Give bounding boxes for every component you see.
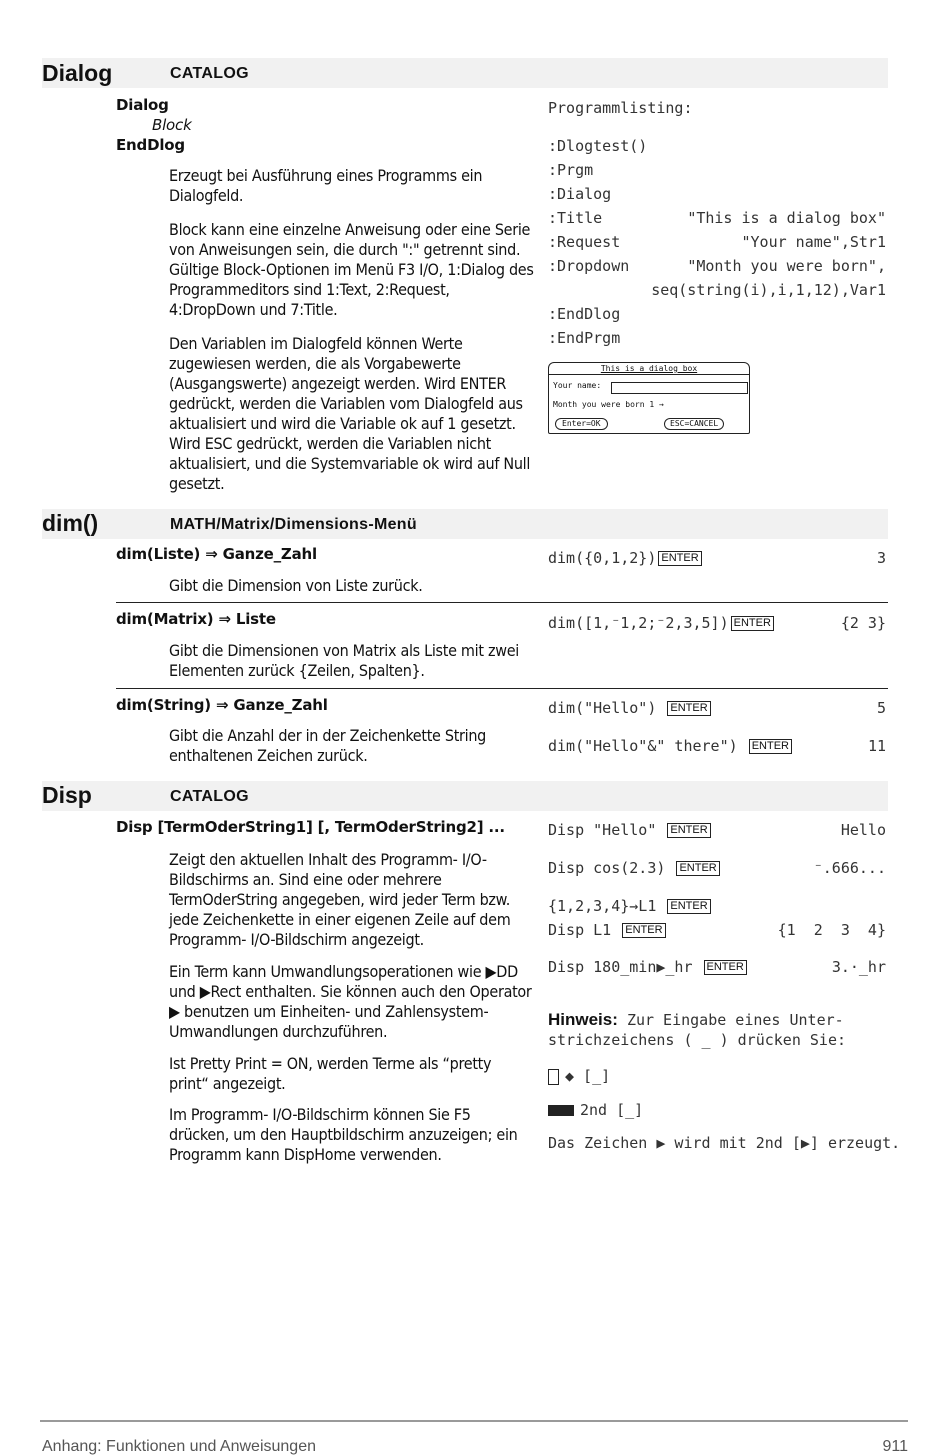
- disp-desc-2: Ein Term kann Umwandlungsoperationen wie ▶DD und ▶Rect enthalten. Sie können auch den Operator ▶ benutzen um Einheiten- und Zahlensystem-Umwandlungen durchzuführen.: [169, 962, 532, 1041]
- hint-label: Hinweis:: [548, 1010, 618, 1029]
- hint-last: Das Zeichen ▶ wird mit 2nd [▶] erzeugt.: [548, 1134, 901, 1152]
- name-field: [611, 382, 748, 394]
- listing-line: :Request: [548, 233, 621, 251]
- enter-key: ENTER: [667, 823, 710, 838]
- example-result: ⁻.666...: [813, 859, 886, 877]
- syntax-dim-list: dim(Liste) ⇒ Ganze_Zahl: [116, 545, 317, 563]
- section-menu-dialog: CATALOG: [170, 65, 249, 82]
- listing-line: :Dlogtest(): [548, 137, 648, 155]
- example-result: 11: [867, 737, 886, 755]
- section-title-disp: Disp: [42, 782, 92, 808]
- enter-key: ENTER: [622, 923, 665, 938]
- enter-key: ENTER: [676, 861, 719, 876]
- calculator-icon: [548, 1069, 559, 1085]
- example-result: 3.·_hr: [831, 958, 886, 976]
- syntax-enddlog: EndDlog: [116, 136, 185, 154]
- separator: [116, 602, 888, 603]
- enter-key: ENTER: [704, 960, 747, 975]
- footer-title: Anhang: Funktionen und Anweisungen: [42, 1438, 316, 1455]
- dim-desc-1: Gibt die Dimension von Liste zurück.: [169, 576, 423, 595]
- section-band-dim: [42, 509, 888, 539]
- dialog-screen-row1: Your name:: [553, 381, 602, 390]
- syntax-disp: Disp [TermOderString1] [, TermOderString2] ...: [116, 818, 505, 836]
- listing-line: :Dropdown: [548, 257, 630, 275]
- enter-key: ENTER: [731, 616, 774, 631]
- example-input: Disp cos(2.3) ENTER: [548, 856, 722, 880]
- disp-desc-1: Zeigt den aktuellen Inhalt des Programm- I/O-Bildschirms an. Sind eine oder mehrere TermOderString angegeben, wird jeder Term bzw. jede Zeichenkette in einer eigenen Zeile auf dem Programm- I/O-Bildschirm angezeigt.: [169, 850, 511, 949]
- separator: [116, 688, 888, 689]
- hint-key-line-2: 2nd [_]: [548, 1098, 643, 1122]
- example-input: dim("Hello") ENTER: [548, 696, 713, 720]
- example-input: dim([1,⁻1,2;⁻2,3,5]) ENTER: [548, 611, 776, 635]
- section-title-dialog: Dialog: [42, 60, 113, 86]
- section-band-dialog: [42, 58, 888, 88]
- disp-desc-4: Im Programm- I/O-Bildschirm können Sie F5 drücken, um den Hauptbildschirm anzuzeigen; ein Programm kann DispHome verwenden.: [169, 1105, 518, 1164]
- keyboard-icon: [548, 1105, 574, 1116]
- example-result: Hello: [840, 821, 886, 839]
- disp-desc-3: Ist Pretty Print = ON, werden Terme als “pretty print“ angezeigt.: [169, 1054, 492, 1093]
- example-input: {1,2,3,4}→L1 ENTER: [548, 894, 713, 918]
- example-result: {1 2 3 4}: [777, 921, 886, 939]
- listing-line: :Prgm: [548, 161, 594, 179]
- ok-button: Enter=OK: [555, 418, 608, 430]
- hint-text: Zur Eingabe eines Unter- strichzeichens ( _ ) drücken Sie:: [548, 1011, 847, 1049]
- example-input: Disp 180_min▶_hr ENTER: [548, 955, 749, 979]
- enter-key: ENTER: [658, 551, 701, 566]
- example-input: dim({0,1,2}) ENTER: [548, 546, 704, 570]
- listing-line: :Dialog: [548, 185, 612, 203]
- enter-key: ENTER: [749, 739, 792, 754]
- listing-arg: "Month you were born",: [687, 257, 886, 275]
- listing-line: :EndDlog: [548, 305, 621, 323]
- example-input: Disp L1 ENTER: [548, 918, 668, 942]
- example-result: 3: [876, 549, 886, 567]
- dialog-screen: [548, 362, 750, 434]
- dialog-screen-title: This is a dialog box: [549, 363, 749, 375]
- enter-key: ENTER: [667, 701, 710, 716]
- syntax-dialog: Dialog: [116, 96, 169, 114]
- listing-line: :EndPrgm: [548, 329, 621, 347]
- example-input: dim("Hello"&" there") ENTER: [548, 734, 794, 758]
- syntax-block: Block: [152, 116, 192, 134]
- dialog-desc-2: Block kann eine einzelne Anweisung oder eine Serie von Anweisungen sein, die durch ":" getrennt sind. Gültige Block-Optionen im Menü F3 I/O, 1:Dialog des Programmeditors sind 1:Text, 2:Request, 4:DropDown und 7:Title.: [169, 220, 534, 319]
- dim-desc-2: Gibt die Dimensionen von Matrix als Liste mit zwei Elementen zurück {Zeilen, Spalten}.: [169, 641, 519, 680]
- syntax-dim-matrix: dim(Matrix) ⇒ Liste: [116, 610, 276, 628]
- example-result: 5: [876, 699, 886, 717]
- syntax-dim-string: dim(String) ⇒ Ganze_Zahl: [116, 696, 328, 714]
- example-input: Disp "Hello" ENTER: [548, 818, 713, 842]
- listing-title: Programmlisting:: [548, 99, 693, 117]
- listing-arg: seq(string(i),i,1,12),Var1: [651, 281, 886, 299]
- section-band-disp: [42, 781, 888, 811]
- hint: [548, 1010, 846, 1050]
- page-number: 911: [882, 1438, 908, 1455]
- listing-line: :Title: [548, 209, 603, 227]
- hint-key-line-1: ◆ [_]: [548, 1064, 610, 1088]
- dialog-desc-3: Den Variablen im Dialogfeld können Werte zugewiesen werden, die als Vorgabewerte (Ausgangswerte) angezeigt werden. Wird ENTER gedrückt, werden die Variablen vom Dialogfeld aus aktualisiert und wird die Variable ok auf 1 gesetzt. Wird ESC gedrückt, werden die Variablen nicht aktualisiert, und die Systemvariable ok wird auf Null gesetzt.: [169, 334, 531, 493]
- section-menu-disp: CATALOG: [170, 788, 249, 805]
- dialog-desc-1: Erzeugt bei Ausführung eines Programms ein Dialogfeld.: [169, 166, 483, 205]
- listing-arg: "Your name",Str1: [741, 233, 886, 251]
- enter-key: ENTER: [667, 899, 710, 914]
- dim-desc-3: Gibt die Anzahl der in der Zeichenkette String enthaltenen Zeichen zurück.: [169, 726, 487, 765]
- section-title-dim: dim(): [42, 510, 99, 536]
- listing-arg: "This is a dialog box": [687, 209, 886, 227]
- example-result: {2 3}: [840, 614, 886, 632]
- footer-rule: [40, 1420, 908, 1422]
- dialog-screen-row2: Month you were born 1 →: [553, 400, 664, 409]
- section-menu-dim: MATH/Matrix/Dimensions-Menü: [170, 516, 417, 533]
- cancel-button: ESC=CANCEL: [664, 418, 724, 430]
